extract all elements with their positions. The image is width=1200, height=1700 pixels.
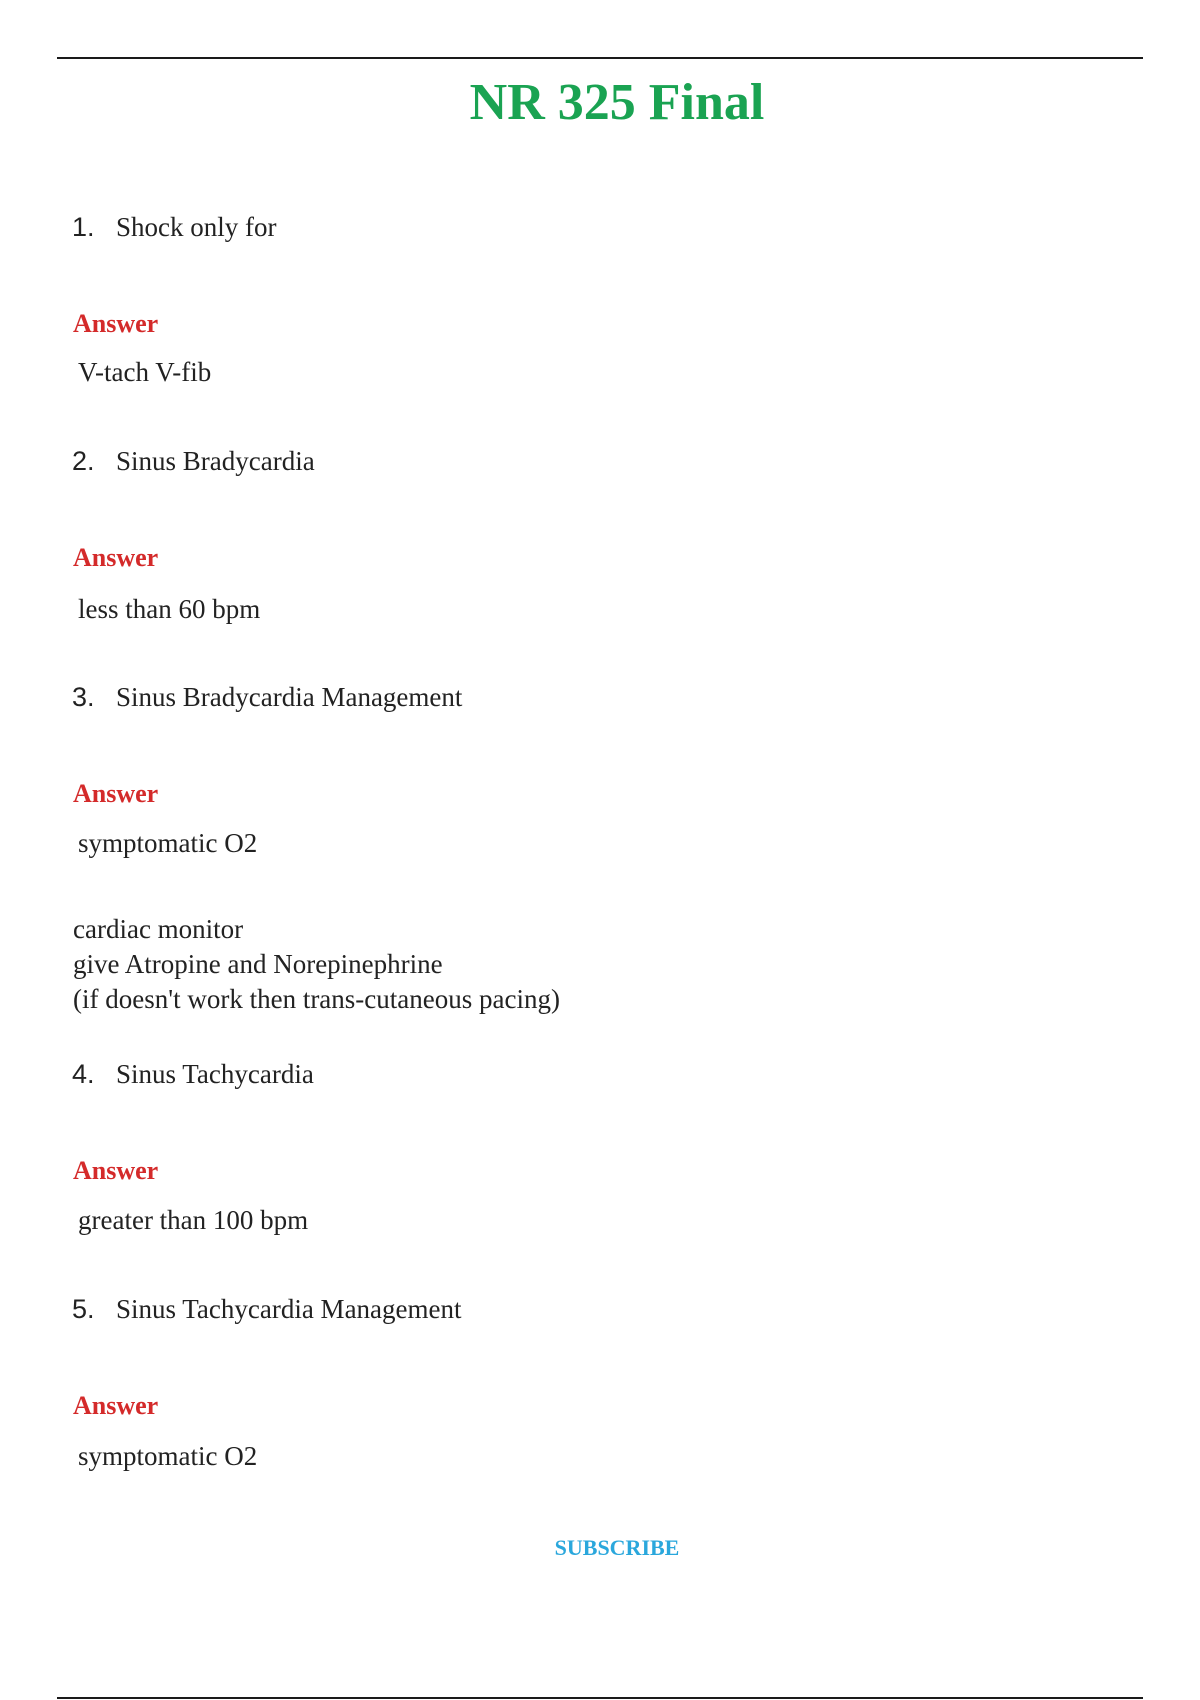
question-5 (72, 1291, 462, 1327)
question-number: 2. (72, 446, 95, 476)
answer-label: Answer (73, 1391, 159, 1420)
question-text: Sinus Tachycardia (116, 1059, 314, 1089)
answer-text: V-tach V-fib (78, 357, 212, 387)
answer-text: symptomatic O2 (78, 1441, 258, 1471)
top-rule (57, 57, 1143, 59)
answer-label: Answer (73, 309, 159, 338)
question-3 (72, 679, 462, 715)
answer-text: symptomatic O2 (78, 828, 258, 858)
question-number: 3. (72, 682, 95, 712)
question-text: Sinus Bradycardia (116, 446, 315, 476)
answer-label: Answer (73, 779, 159, 808)
question-4 (72, 1056, 314, 1092)
answer-label: Answer (73, 543, 159, 572)
answer-extra-line: give Atropine and Norepinephrine (73, 949, 443, 979)
answer-extra-lines (73, 912, 560, 1017)
bottom-rule (57, 1697, 1143, 1699)
document-title: NR 325 Final (469, 74, 765, 131)
answer-extra-line: cardiac monitor (73, 914, 244, 944)
question-number: 4. (72, 1059, 95, 1089)
answer-text: greater than 100 bpm (78, 1205, 309, 1235)
question-text: Shock only for (116, 212, 277, 242)
answer-extra-line: (if doesn't work then trans-cutaneous pacing) (73, 984, 560, 1014)
question-text: Sinus Tachycardia Management (116, 1294, 462, 1324)
subscribe-link[interactable]: SUBSCRIBE (554, 1535, 680, 1560)
question-text: Sinus Bradycardia Management (116, 682, 463, 712)
question-2 (72, 443, 315, 479)
question-number: 5. (72, 1294, 95, 1324)
answer-label: Answer (73, 1156, 159, 1185)
question-number: 1. (72, 212, 95, 242)
question-1 (72, 209, 276, 245)
answer-text: less than 60 bpm (78, 594, 261, 624)
